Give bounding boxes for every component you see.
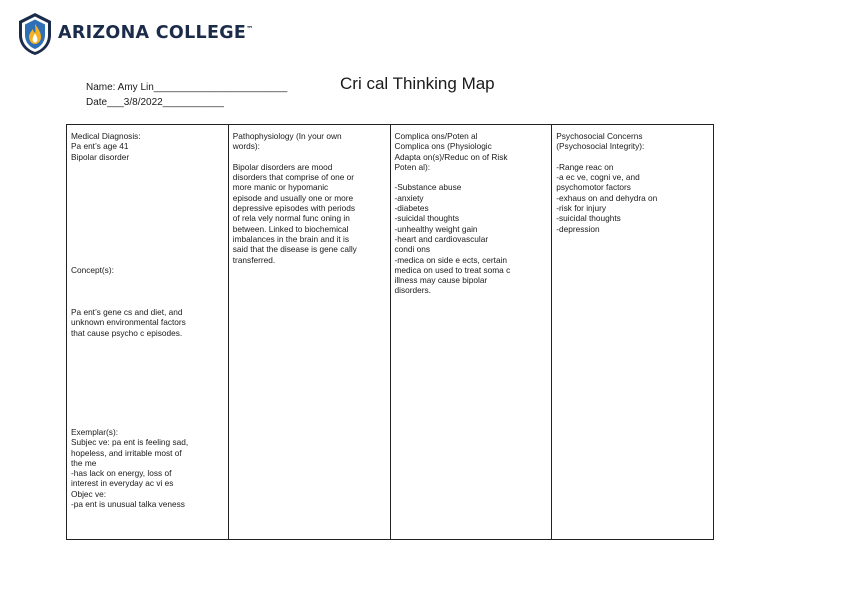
concept-text: Pa ent’s gene cs and diet, and unknown environmental factors that cause psycho c episodes. (71, 307, 186, 338)
logo-wordmark: ARIZONA COLLEGE™ (58, 23, 254, 43)
complications-header: Complica ons/Poten al Complica ons (Physiologic Adapta on(s)/Reduc on of Risk Poten al): (394, 131, 508, 172)
date-field: Date___3/8/2022___________ (86, 97, 224, 108)
complications-body: -Substance abuse -anxiety -diabetes -suicidal thoughts -unhealthy weight gain -heart and cardiovascular condi ons -medica on side e ects, certain medica on used to treat soma c illness may cause bipolar disorders. (394, 182, 511, 296)
arizona-college-logo (18, 12, 254, 56)
pathophysiology-body: Bipolar disorders are mood disorders that comprise of one or more manic or hypomanic episode and usually one or more depressive episodes with periods of rela vely normal func oning in between. Linked to biochemical imbalances in the brain and it is said that the disease is gene cally transferred. (232, 161, 357, 265)
complications-cell (390, 125, 552, 540)
psychosocial-body: -Range reac on -a ec ve, cogni ve, and psychomotor factors -exhaus on and dehydra on -risk for injury -suicidal thoughts -depression (556, 161, 658, 234)
exemplar-text: Exemplar(s): Subjec ve: pa ent is feeling sad, hopeless, and irritable most of the me -has lack on energy, loss of interest in everyday ac vi es Objec ve: -pa ent is unusual talka veness (71, 427, 189, 510)
pathophysiology-cell (228, 125, 390, 540)
medical-diagnosis-header: Medical Diagnosis: Pa ent’s age 41 Bipolar disorder (71, 131, 141, 162)
shield-flame-icon (18, 12, 52, 56)
name-field: Name: Amy Lin________________________ (86, 82, 288, 93)
pathophysiology-header: Pathophysiology (In your own words): (232, 131, 342, 152)
medical-diagnosis-cell (67, 125, 229, 540)
psychosocial-header: Psychosocial Concerns (Psychosocial Integrity): (556, 131, 645, 152)
page-title: Cri cal Thinking Map (340, 74, 495, 93)
psychosocial-cell (552, 125, 714, 540)
critical-thinking-map-table (66, 124, 714, 540)
concept-label: Concept(s): (71, 265, 114, 275)
